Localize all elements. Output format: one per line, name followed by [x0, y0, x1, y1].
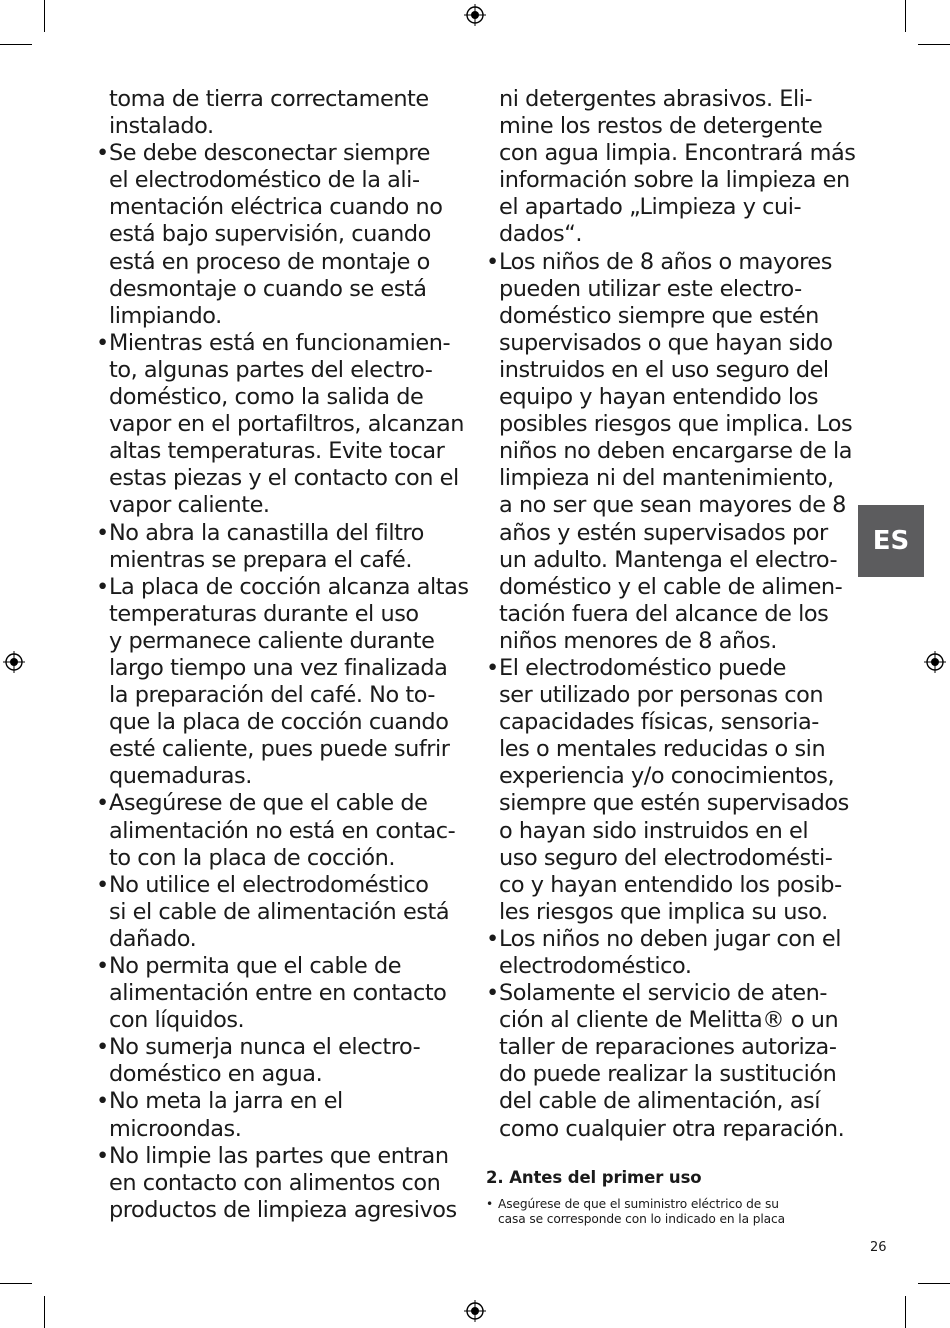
item-line: No abra la canastilla del filtro — [109, 519, 424, 546]
list-item — [96, 790, 468, 871]
item-line: do puede realizar la sustitución — [499, 1061, 837, 1088]
lead-line: información sobre la limpieza en — [499, 167, 850, 194]
item-line: niños no deben encargarse de la — [499, 438, 852, 465]
item-line: supervisados o que hayan sido — [499, 329, 833, 356]
item-line: Solamente el servicio de aten- — [499, 980, 828, 1007]
item-line: tación fuera del alcance de los — [499, 600, 829, 627]
item-line: doméstico siempre que estén — [499, 302, 819, 329]
page-number: 26 — [870, 1240, 887, 1255]
item-line: dañado. — [109, 925, 197, 952]
item-line: Asegúrese de que el cable de — [109, 790, 428, 817]
list-item — [96, 953, 468, 1034]
left-column — [96, 86, 468, 1224]
item-line: estas piezas y el contacto con el — [109, 465, 459, 492]
item-line: en contacto con alimentos con — [109, 1169, 441, 1196]
item-line: posibles riesgos que implica. Los — [499, 411, 853, 438]
crop-mark — [0, 44, 32, 45]
item-line: del cable de alimentación, así — [499, 1088, 820, 1115]
bullet: • — [96, 1034, 109, 1061]
item-line: to, algunas partes del electro- — [109, 356, 433, 383]
bullet: • — [96, 790, 109, 817]
list-item — [96, 330, 468, 520]
section-title: 2. Antes del primer uso — [486, 1168, 702, 1187]
list-item — [486, 980, 858, 1143]
item-line: Los niños de 8 años o mayores — [499, 248, 832, 275]
item-line: les riesgos que implica su uso. — [499, 898, 828, 925]
item-line: niños menores de 8 años. — [499, 627, 777, 654]
item-line: limpiando. — [109, 302, 222, 329]
item-line: No limpie las partes que entran — [109, 1142, 449, 1169]
bullet: • — [96, 1088, 109, 1115]
bullet: • — [96, 329, 109, 356]
item-line: microondas. — [109, 1115, 242, 1142]
bullet: • — [486, 925, 499, 952]
crop-mark — [0, 1283, 32, 1284]
item-line: con líquidos. — [109, 1007, 245, 1034]
item-line: está en proceso de montaje o — [109, 248, 430, 275]
item-line: equipo y hayan entendido los — [499, 384, 819, 411]
bullet: • — [486, 980, 499, 1007]
item-line: esté caliente, pues puede sufrir — [109, 736, 450, 763]
registration-mark-icon — [464, 4, 486, 26]
item-line: Los niños no deben jugar con el — [499, 925, 841, 952]
item-line: El electrodoméstico puede — [499, 654, 786, 681]
item-line: instruidos en el uso seguro del — [499, 356, 829, 383]
lead-line: con agua limpia. Encontrará más — [499, 140, 856, 167]
item-line: desmontaje o cuando se está — [109, 275, 427, 302]
item-line: doméstico en agua. — [109, 1061, 323, 1088]
crop-mark — [905, 0, 906, 32]
item-line: No sumerja nunca el electro- — [109, 1034, 421, 1061]
lead-line: el apartado „Limpieza y cui- — [499, 194, 802, 221]
item-line: No utilice el electrodoméstico — [109, 871, 429, 898]
list-item — [96, 1143, 468, 1224]
list-item — [96, 574, 468, 791]
item-line: mientras se prepara el café. — [109, 546, 413, 573]
registration-mark-icon — [924, 651, 946, 673]
item-line: pueden utilizar este electro- — [499, 275, 802, 302]
list-item — [486, 926, 858, 980]
lead-line: mine los restos de detergente — [499, 113, 823, 140]
item-line: alimentación no está en contac- — [109, 817, 456, 844]
item-line: productos de limpieza agresivos — [109, 1196, 457, 1223]
section-item-line: casa se corresponde con lo indicado en la placa — [498, 1211, 785, 1226]
item-line: Mientras está en funcionamien- — [109, 329, 451, 356]
crop-mark — [44, 0, 45, 32]
crop-mark — [918, 1283, 950, 1284]
item-line: alimentación entre en contacto — [109, 980, 447, 1007]
bullet: • — [486, 654, 499, 681]
item-line: doméstico y el cable de alimen- — [499, 573, 843, 600]
list-item — [486, 655, 858, 926]
list-item — [96, 872, 468, 953]
item-line: un adulto. Mantenga el electro- — [499, 546, 838, 573]
item-line: co y hayan entendido los posib- — [499, 871, 842, 898]
lead-line: instalado. — [109, 113, 214, 140]
item-line: Se debe desconectar siempre — [109, 140, 430, 167]
item-line: que la placa de cocción cuando — [109, 709, 449, 736]
item-line: les o mentales reducidas o sin — [499, 736, 826, 763]
list-item — [486, 249, 858, 655]
bullet: • — [96, 1142, 109, 1169]
item-line: largo tiempo una vez finalizada — [109, 654, 448, 681]
item-line: experiencia y/o conocimientos, — [499, 763, 835, 790]
lead-line: dados“. — [499, 221, 583, 248]
right-column — [486, 86, 858, 1143]
bullet: • — [486, 1197, 494, 1211]
item-line: limpieza ni del mantenimiento, — [499, 465, 834, 492]
item-line: taller de reparaciones autoriza- — [499, 1034, 837, 1061]
item-line: temperaturas durante el uso — [109, 600, 419, 627]
crop-mark — [918, 44, 950, 45]
item-line: años y estén supervisados por — [499, 519, 828, 546]
lead-line: toma de tierra correctamente — [109, 86, 429, 112]
section-item-line: Asegúrese de que el suministro eléctrico de su — [498, 1197, 779, 1211]
item-line: No meta la jarra en el — [109, 1088, 343, 1115]
list-item — [96, 140, 468, 330]
bullet: • — [486, 248, 499, 275]
bullet: • — [96, 871, 109, 898]
registration-mark-icon — [464, 1300, 486, 1322]
item-line: uso seguro del electrodomésti- — [499, 844, 833, 871]
item-line: to con la placa de cocción. — [109, 844, 396, 871]
section-list — [486, 1197, 866, 1227]
lead-line: ni detergentes abrasivos. Eli- — [499, 86, 813, 112]
list-item — [96, 1088, 468, 1142]
item-line: la preparación del café. No to- — [109, 682, 435, 709]
item-line: mentación eléctrica cuando no — [109, 194, 443, 221]
bullet: • — [96, 573, 109, 600]
language-tab: ES — [858, 505, 924, 577]
item-line: siempre que estén supervisados — [499, 790, 849, 817]
item-line: vapor en el portafiltros, alcanzan — [109, 411, 464, 438]
item-line: vapor caliente. — [109, 492, 270, 519]
item-line: quemaduras. — [109, 763, 252, 790]
item-line: ción al cliente de Melitta® o un — [499, 1007, 839, 1034]
item-line: doméstico, como la salida de — [109, 384, 424, 411]
item-line: altas temperaturas. Evite tocar — [109, 438, 445, 465]
item-line: La placa de cocción alcanza altas — [109, 573, 469, 600]
item-line: el electrodoméstico de la ali- — [109, 167, 420, 194]
bullet: • — [96, 140, 109, 167]
list-item — [96, 1034, 468, 1088]
item-line: o hayan sido instruidos en el — [499, 817, 809, 844]
item-line: y permanece caliente durante — [109, 627, 435, 654]
item-line: está bajo supervisión, cuando — [109, 221, 431, 248]
crop-mark — [905, 1296, 906, 1328]
registration-mark-icon — [3, 651, 25, 673]
item-line: si el cable de alimentación está — [109, 898, 450, 925]
bullet: • — [96, 519, 109, 546]
item-line: electrodoméstico. — [499, 953, 692, 979]
item-line: a no ser que sean mayores de 8 — [499, 492, 846, 519]
item-line: ser utilizado por personas con — [499, 682, 824, 709]
item-line: como cualquier otra reparación. — [499, 1115, 845, 1142]
crop-mark — [44, 1296, 45, 1328]
item-line: capacidades físicas, sensoria- — [499, 709, 819, 736]
bullet: • — [96, 953, 109, 979]
list-item — [96, 520, 468, 574]
item-line: No permita que el cable de — [109, 953, 402, 979]
